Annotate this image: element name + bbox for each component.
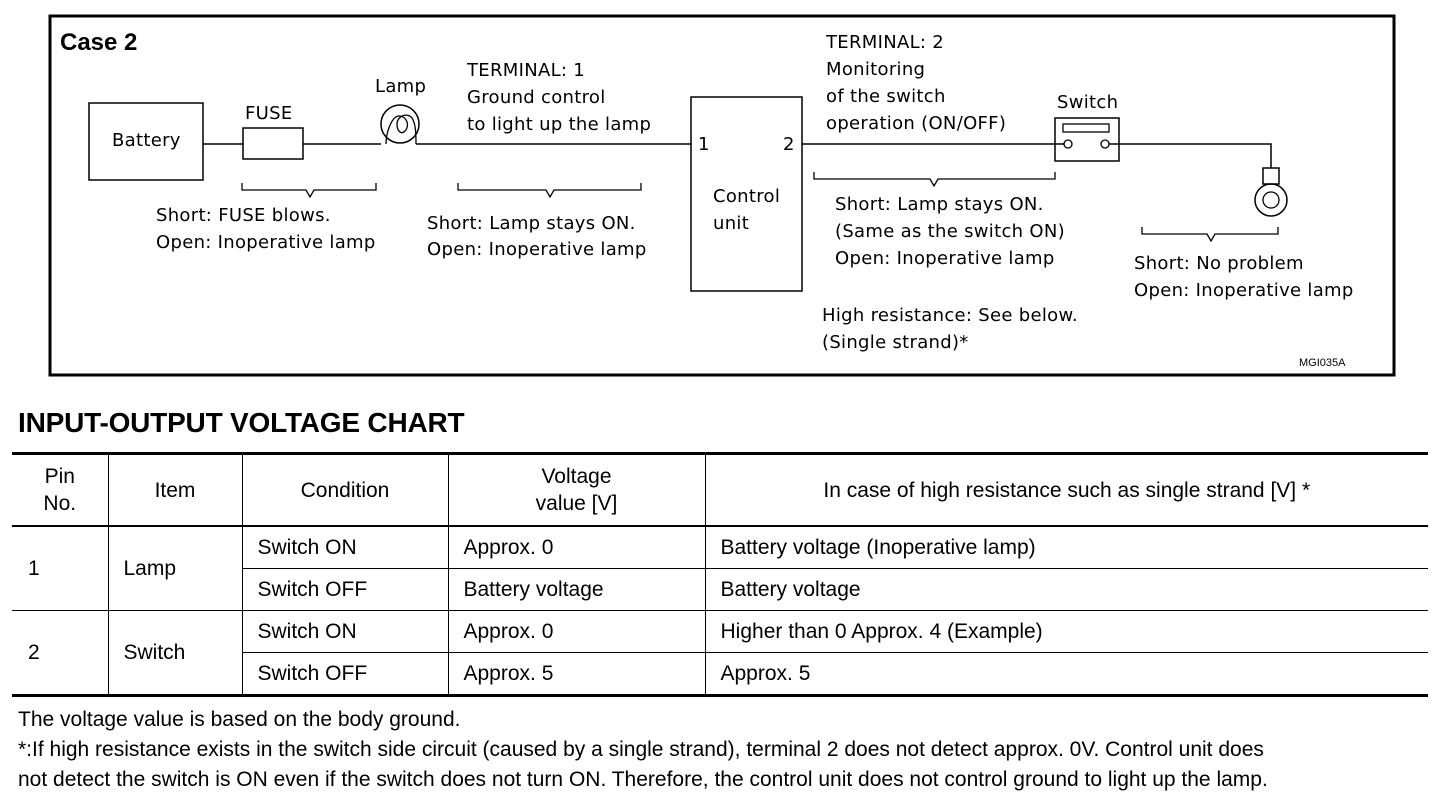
high-res-cell: Battery voltage (Inoperative lamp) — [705, 526, 1428, 569]
terminal1-line1: TERMINAL: 1 — [467, 60, 586, 81]
voltage-chart-title: INPUT-OUTPUT VOLTAGE CHART — [18, 407, 465, 438]
lamp-note-open: Open: Inoperative lamp — [427, 239, 647, 260]
switch-note-same: (Same as the switch ON) — [835, 221, 1065, 242]
fuse-label: FUSE — [245, 103, 293, 124]
table-header-row — [12, 454, 1428, 527]
terminal1-line2: Ground control — [467, 87, 606, 108]
high-res-cell: Approx. 5 — [705, 653, 1428, 696]
header-voltage-line1: Voltage — [541, 465, 612, 488]
fuse-note-short: Short: FUSE blows. — [156, 205, 331, 226]
condition-cell: Switch ON — [242, 526, 448, 569]
wire-switch-ground — [1109, 144, 1271, 168]
header-condition: Condition — [242, 454, 448, 527]
item-cell: Switch — [108, 611, 242, 696]
lamp-symbol — [381, 105, 419, 144]
lamp-label: Lamp — [375, 76, 427, 97]
terminal2-line1: TERMINAL: 2 — [826, 32, 945, 53]
ground-note-short: Short: No problem — [1134, 253, 1304, 274]
header-voltage-line2: value [V] — [535, 492, 618, 515]
header-pin — [12, 454, 108, 527]
note-body-ground: The voltage value is based on the body ground. — [18, 708, 461, 731]
voltage-cell: Approx. 5 — [448, 653, 705, 696]
fuse-brace — [242, 183, 376, 197]
header-high-res: In case of high resistance such as single strand [V] * — [705, 454, 1428, 527]
ground-note-open: Open: Inoperative lamp — [1134, 280, 1354, 301]
voltage-table — [12, 452, 1428, 697]
fuse-note-open: Open: Inoperative lamp — [156, 232, 376, 253]
case-title: Case 2 — [60, 29, 138, 56]
switch-symbol — [1055, 118, 1119, 161]
pin-cell: 1 — [12, 526, 108, 611]
terminal1-line3: to light up the lamp — [467, 114, 652, 135]
figure-id: MGI035A — [1299, 357, 1346, 369]
control-unit-label-line1: Control — [713, 186, 781, 207]
terminal2-line3: of the switch — [826, 86, 946, 107]
pin2-label: 2 — [783, 134, 795, 155]
pin1-label: 1 — [698, 134, 710, 155]
fuse-symbol — [243, 128, 303, 159]
header-item: Item — [108, 454, 242, 527]
high-res-note-line1: High resistance: See below. — [822, 305, 1078, 326]
high-res-cell: Battery voltage — [705, 569, 1428, 611]
condition-cell: Switch OFF — [242, 569, 448, 611]
pin-cell: 2 — [12, 611, 108, 696]
note-high-resistance-line1: *:If high resistance exists in the switch side circuit (caused by a single strand), terminal 2 does not detect approx. 0V. Control unit does — [18, 738, 1264, 761]
lamp-wire-brace — [458, 183, 641, 197]
high-res-note-line2: (Single strand)* — [822, 332, 969, 353]
ground-wire-brace — [1142, 227, 1278, 241]
note-high-resistance-line2: not detect the switch is ON even if the switch does not turn ON. Therefore, the control unit does not control ground to light up the lamp. — [18, 768, 1268, 791]
terminal2-line4: operation (ON/OFF) — [826, 113, 1007, 134]
switch-note-short: Short: Lamp stays ON. — [835, 194, 1044, 215]
item-cell: Lamp — [108, 526, 242, 611]
switch-wire-brace — [814, 172, 1055, 186]
terminal2-line2: Monitoring — [826, 59, 926, 80]
voltage-cell: Approx. 0 — [448, 526, 705, 569]
switch-note-open: Open: Inoperative lamp — [835, 248, 1055, 269]
voltage-cell: Approx. 0 — [448, 611, 705, 653]
condition-cell: Switch OFF — [242, 653, 448, 696]
header-pin-line1: Pin — [44, 465, 75, 488]
high-res-cell: Higher than 0 Approx. 4 (Example) — [705, 611, 1428, 653]
table-row — [12, 611, 1428, 653]
ground-symbol — [1255, 168, 1287, 216]
header-voltage — [448, 454, 705, 527]
voltage-cell: Battery voltage — [448, 569, 705, 611]
battery-label: Battery — [112, 130, 181, 151]
header-pin-line2: No. — [43, 492, 77, 515]
lamp-note-short: Short: Lamp stays ON. — [427, 213, 636, 234]
control-unit-label-line2: unit — [713, 213, 750, 234]
footnotes — [18, 705, 1438, 795]
condition-cell: Switch ON — [242, 611, 448, 653]
table-row — [12, 526, 1428, 569]
switch-label: Switch — [1057, 92, 1119, 113]
